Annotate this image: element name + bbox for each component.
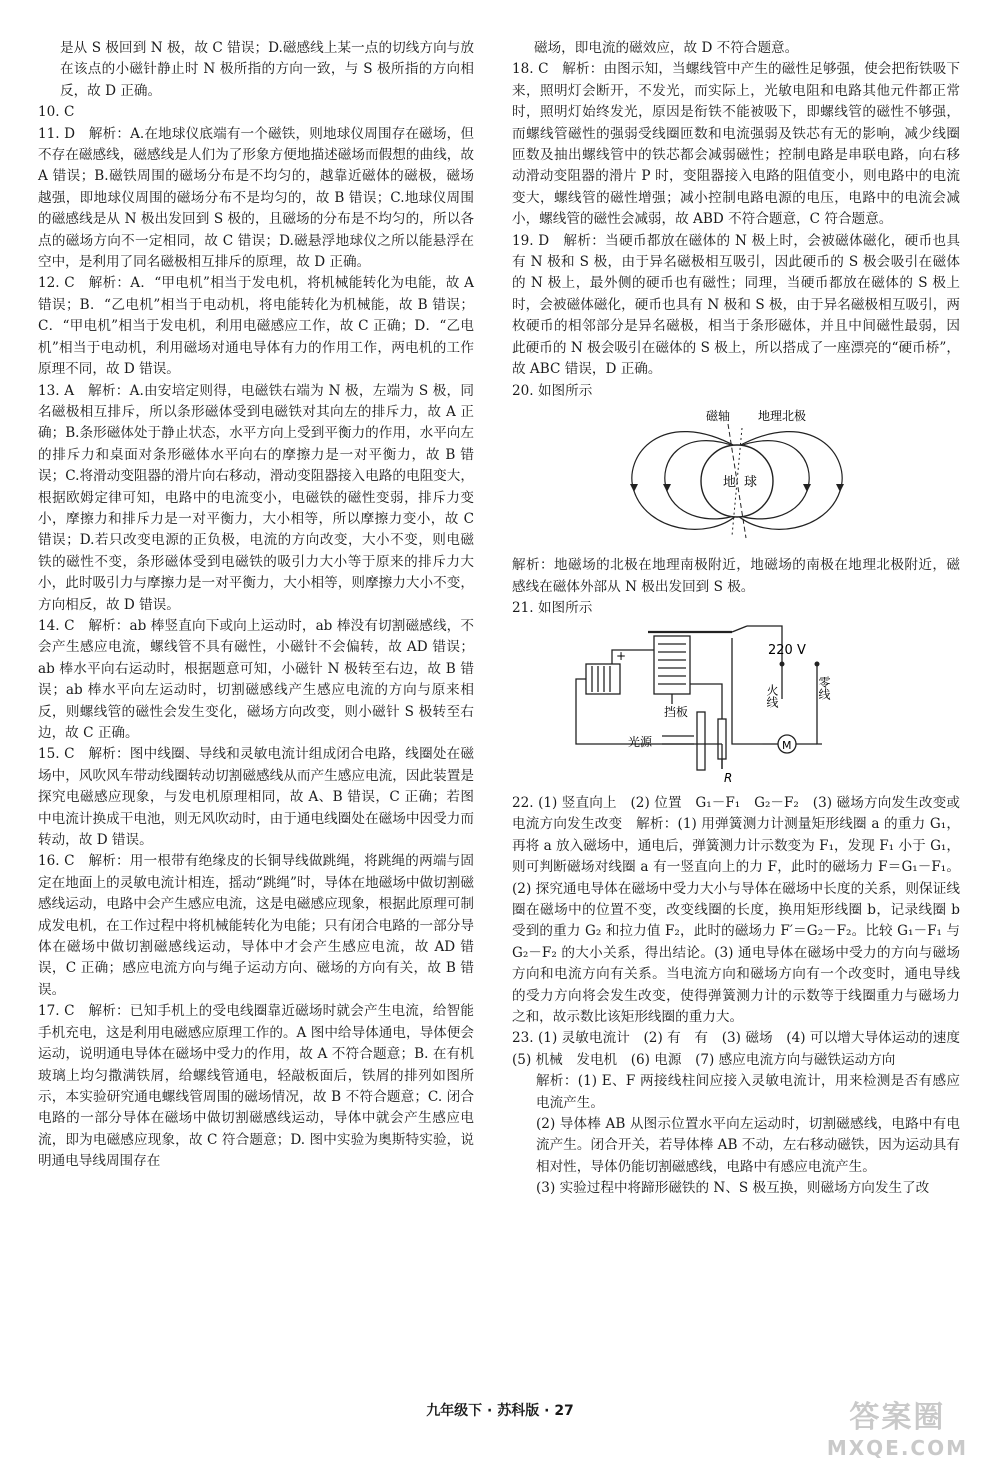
plus-label: +	[616, 648, 627, 663]
arrow-icon	[630, 484, 638, 492]
answer-10: 10. C	[38, 104, 75, 121]
watermark-url: MXQE.COM	[826, 1436, 968, 1460]
answer-15: 15. C 解析：图中线圈、导线和灵敏电流计组成闭合电路，线圈处在磁场中，风吹风车带动线圈转动切割磁感线从而产生感应电流，因此装置是探究电磁感应现象，与发电机原理相同，故 A、B 错误，C 正确；若图中电流计换成干电池，则无风吹动时，由于通电线圈处在磁场中因受力而转动，故 D 错误。	[38, 746, 474, 849]
right-column	[512, 38, 974, 1200]
answer-16: 16. C 解析：用一根带有绝缘皮的长铜导线做跳绳，将跳绳的两端与固定在地面上的灵敏电流计相连，摇动“跳绳”时，导体在地磁场中做切割磁感线运动，电路中会产生感应电流，这是电磁感应现象，根据此原理可制成发电机，在工作过程中将机械能转化为电能；只有闭合电路的一部分导体在磁场中做切割磁感线运动，导体中才会产生感应电流，故 AD 错误，C 正确；感应电流方向与绳子运动方向、磁场的方向有关，故 B 错误。	[38, 853, 474, 998]
answer-22: 22. (1) 竖直向上 (2) 位置 G₁－F₁ G₂－F₂ (3) 磁场方向发生改变或电流方向发生改变 解析：(1) 用弹簧测力计测量矩形线圈 a 的重力 G₁，再将 a 放入磁场中，通电后，弹簧测力计示数变为 F₁，发现 F₁ 小于 G₁，则可判断磁场对线圈 a 有一竖直向上的力 F，此时的磁场力 F＝G₁－F₁。(2) 探究通电导体在磁场中受力大小与导体在磁场中长度的关系，则保证线圈在磁场中的位置不变，改变线圈的长度，换用矩形线圈 b，记录线圈 b 受到的重力 G₂ 和拉力值 F₂，此时的磁场力 F′＝G₂－F₂。比较 G₁－F₁ 与 G₂－F₂ 的大小关系，得出结论。(3) 通电导体在磁场中受力的方向与磁场方向和电流方向有关系。当电流方向和磁场方向有一个改变时，通电导线的受力方向将会发生改变，使得弹簧测力计的示数等于线圈重力与磁场力之和，故示数比该矩形线圈的重力大。	[512, 794, 960, 1025]
answer-23-explanation-1: 解析：(1) E、F 两接线柱间应接入灵敏电流计，用来检测是否有感应电流产生。	[536, 1073, 960, 1111]
electromagnet	[654, 636, 690, 694]
arrow-icon	[836, 484, 844, 492]
axis-label: 磁轴	[706, 408, 731, 423]
zero-line-label: 零线	[817, 675, 831, 700]
earth-field-diagram	[622, 406, 852, 546]
baffle	[697, 712, 705, 770]
light-source-label: 光源	[628, 734, 653, 749]
answer-20-explanation: 解析：地磁场的北极在地理南极附近，地磁场的南极在地理北极附近，磁感线在磁体外部从 N 极出发回到 S 极。	[512, 557, 960, 595]
answer-11: 11. D 解析：A.在地球仪底端有一个磁铁，则地球仪周围存在磁场，但不存在磁感线，磁感线是人们为了形象方便地描述磁场而假想的曲线，故 A 错误；B.磁铁周围的磁场分布是不均匀的，越靠近磁体的磁极，磁场越强，即地球仪周围的磁场分布不是均匀的，故 B 错误；C.地球仪周围的磁感线是从 N 极出发回到 S 极的，且磁场的分布是不均匀的，所以各点的磁场方向不一定相同，故 C 错误；D.磁悬浮地球仪之所以能悬浮在空中，是利用了同名磁极相互排斥的原理，故 D 正确。	[38, 125, 474, 271]
page-footer: 九年级下 · 苏科版 · 27	[426, 1403, 574, 1419]
figure-earth-magnetic-field	[622, 406, 960, 553]
arrow-icon	[803, 484, 811, 492]
answer-21: 21. 如图所示	[512, 600, 593, 617]
relay-circuit-diagram	[572, 624, 862, 784]
answer-12: 12. C 解析：A．“甲电机”相当于发电机，将机械能转化为电能，故 A 错误；B．“乙电机”相当于电动机，将电能转化为机械能，故 B 错误；C．“甲电机”相当于发电机，利用电磁感应工作，故 C 正确；D．“乙电机”相当于电动机，利用磁场对通电导体有力的作用工作，两电机的工作原理不同，故 D 错误。	[38, 275, 474, 378]
answer-20: 20. 如图所示	[512, 382, 593, 399]
answer-13: 13. A 解析：A.由安培定则得，电磁铁右端为 N 极，左端为 S 极，同名磁极相互排斥，所以条形磁体受到电磁铁对其向左的排斥力，故 A 正确；B.条形磁体处于静止状态，水平方向上受到平衡力的作用，水平向左的排斥力和桌面对条形磁体水平向右的摩擦力是一对平衡力，故 B 错误；C.将滑动变阻器的滑片向右移动，滑动变阻器接入电路的电阻变大，根据欧姆定律可知，电路中的电流变小，电磁铁的磁性变弱，排斥力变小，摩擦力和排斥力是一对平衡力，大小相等，所以摩擦力变小，故 C 错误；D.若只改变电源的正负极，电流的方向改变，大小不变，则电磁铁的磁性不变，条形磁体受到电磁铁的吸引力大小等于原来的排斥力大小，此时吸引力与摩擦力是一对平衡力，大小相等，则摩擦力大小不变，方向相反，故 D 错误。	[38, 382, 474, 613]
resistor-label: R	[724, 770, 733, 784]
north-label: 地理北极	[758, 408, 807, 423]
answer-17: 17. C 解析：已知手机上的受电线圈靠近磁场时就会产生电流，给智能手机充电，这是利用电磁感应原理工作的。A 图中给导体通电，导体便会运动，说明通电导体在磁场中受力的作用，故 A 不符合题意；B. 在有机玻璃上均匀撒满铁屑，给螺线管通电，轻敲板面后，铁屑的排列如图所示，本实验研究通电螺线管周围的磁场情况，故 B 不符合题意；C. 闭合电路的一部分导体在磁场中做切割磁感线运动，导体中就会产生感应电流，即为电磁感应现象，故 C 符合题意；D. 图中实验为奥斯特实验，说明通电导线周围存在	[38, 1003, 474, 1170]
answer-23-explanation-3: (3) 实验过程中将蹄形磁铁的 N、S 极互换，则磁场方向发生了改	[536, 1180, 930, 1197]
voltage-label: 220 V	[768, 642, 806, 658]
answer-23-explanation-2: (2) 导体棒 AB 从图示位置水平向左运动时，切割磁感线，电路中有电流产生。闭合开关，若导体棒 AB 不动，左右移动磁铁，因为运动具有相对性，导体仍能切割磁感线，电路中有感应电流产生。	[536, 1116, 960, 1175]
earth-label-2: 球	[744, 474, 758, 490]
answer-14: 14. C 解析：ab 棒竖直向下或向上运动时，ab 棒没有切割磁感线，不会产生感应电流，螺线管不具有磁性，小磁针不会偏转，故 AD 错误；ab 棒水平向右运动时，根据题意可知，小磁针 N 极转至右边，故 B 错误；ab 棒水平向左运动时，切割磁感线产生感应电流的方向与原来相反，则螺线管的磁性会发生变化，磁场方向改变，则小磁针 S 极转至右边，故 C 正确。	[38, 617, 474, 741]
baffle-label: 挡板	[664, 704, 689, 719]
watermark-logo	[827, 1392, 968, 1460]
fire-line-label: 火线	[765, 683, 779, 708]
answer-17-continued: 磁场，即电流的磁效应，故 D 不符合题意。	[534, 40, 799, 56]
answer-19: 19. D 解析：当硬币都放在磁体的 N 极上时，会被磁体磁化，硬币也具有 N 极和 S 极，由于异名磁极相互吸引，因此硬币的 S 极会吸引在磁体的 N 极上，最外侧的硬币也有磁性；同理，当硬币都放在磁体的 S 极上时，会被磁体磁化，硬币也具有 N 极和 S 极，由于异名磁极相互吸引，两枚硬币的相邻部分是异名磁极，相当于条形磁体，并且中间磁性最弱，因此硬币的 N 极会吸引在磁体的 S 极上，所以搭成了一座漂亮的“硬币桥”，故 ABC 错误，D 正确。	[512, 232, 960, 378]
arrow-icon	[663, 484, 671, 492]
left-column	[38, 38, 474, 1173]
motor-label: M	[782, 738, 792, 752]
answer-18: 18. C 解析：由图示知，当螺线管中产生的磁性足够强，使会把衔铁吸下来，照明灯会断开，不发光，而实际上，光敏电阻和电路其他元件都正常时，照明灯始终发光，原因是衔铁不能被吸下，即螺线管的磁性不够强，而螺线管磁性的强弱受线圈匝数和电流强弱及铁芯有无的影响，减少线圈匝数及抽出螺线管中的铁芯都会减弱磁性；控制电路是串联电路，向右移动滑动变阻器的滑片 P 时，变阻器接入电路的阻值变小，则电路中的电流变大，螺线管的磁性增强；减小控制电路电源的电压，电路中的电流会减小，螺线管的磁性会减弱，故 ABD 不符合题意，C 符合题意。	[512, 61, 960, 228]
answer-9-continued: 是从 S 极回到 N 极，故 C 错误；D.磁感线上某一点的切线方向与放在该点的小磁针静止时 N 极所指的方向一致，与 S 极所指的方向相反，故 D 正确。	[60, 40, 474, 99]
earth-label-1: 地	[723, 474, 737, 490]
watermark-text: 答案圈	[849, 1400, 946, 1435]
figure-relay-circuit	[572, 624, 960, 791]
answer-23: 23. (1) 灵敏电流计 (2) 有 有 (3) 磁场 (4) 可以增大导体运动的速度 (5) 机械 发电机 (6) 电源 (7) 感应电流方向与磁铁运动方向	[512, 1030, 974, 1068]
battery	[586, 664, 620, 694]
